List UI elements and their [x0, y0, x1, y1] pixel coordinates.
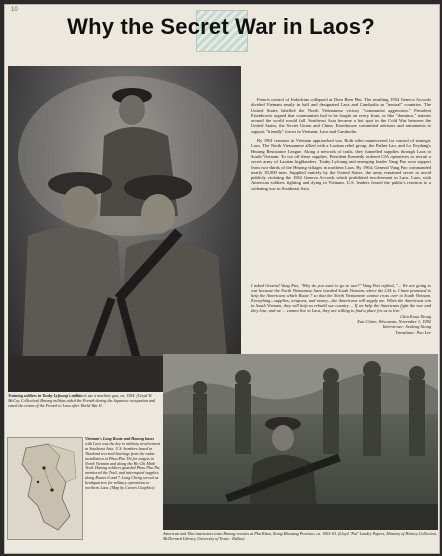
page-title: Why the Secret War in Laos? [67, 14, 375, 39]
body-text [251, 97, 431, 195]
map-caption-rest: with Laos was the key to military involvement in Southeast Asia. U.S. bombers based in Thailand received bearings from the radar installation at Phou Pha Thi for targets in North Vietnam and along the Ho Chi Minh Trail. Hmong soldiers guarded Phou Pha Thi, monitored the Trail, and interrupted supplies along Routes 6 and 7. Long Cheng served as headquarters for military operations in northern Laos. (Map by Carnes Graphics) [85, 440, 161, 491]
attribution-interviewer: Interviewer: Seuleng Xiong [382, 324, 431, 330]
main-caption-lead: Training soldiers in Touby Lyfoung's militia [8, 393, 83, 398]
vang-pao-quote: I asked General Vang Pao, "Why do you want to go to war?" Vang Pao replied, "... We are going to war because the North Vietnamese have invaded South Vietnam, where the CIA is. I have promised to help the Americans which Route 7 so that the North Vietnamese cannot cross over to South Vietnam. Everything—supplies, weapons, and money—the Americans will supply me. When the Americans win in South Vietnam, they will help us rebuild our country ... If we help the Americans fight the war and they lose, and we ... cannot live in Laos, they are willing to find a place for us to live." [251, 283, 431, 314]
main-photo-soldiers-machine-gun [8, 66, 241, 392]
quote-attribution [300, 314, 431, 335]
lower-photo-training [163, 354, 438, 530]
laos-map [7, 437, 83, 540]
map-caption [85, 437, 161, 491]
attribution-place-date: Eau Claire, Wisconsin, November 1, 1992 [357, 319, 431, 325]
attribution-speaker: Chia Koua Xiong [400, 314, 431, 319]
page-number: 10 [11, 7, 18, 13]
body-paragraph-1: French control of Indochina collapsed at Dien Bien Phu. The resulting 1954 Geneva Accords divided Vietnam neatly in half and designated Laos and Cambodia as "neutral" countries. The United States labelled the North Vietnamese victory "communist aggression." President Eisenhower argued that communism had to be fought on every front, or like "dominos," nations around the world would fall. Southeast Asia became a hot spot in the Cold War between the United States, the Soviet Union and China. Eisenhower committed advisors and armaments to support "friendly" forces in Vietnam, Laos and Cambodia. [251, 97, 431, 134]
lower-photo-caption: American and Thai instructors train Hmong recruits at Pha Khao, Xiong Khouang Province, ca. 1961-63. (Lloyd "Pat" Landry Papers, Ministry of History Collection, McDermott Library, University of Texas - Dallas) [163, 531, 437, 541]
body-paragraph-2: By 1961 tensions in Vietnam approached war. Both sides maneuvered for control of strategic Laos. The North Vietnamese allied with a Laotian rebel group, the Pathet Lao, and Lo Feydang's Hmong Resistance League. Along a network of trails, they funnelled supplies through Laos to South Vietnam. To cut off these supplies, President Kennedy ordered CIA operatives to recruit a secret army of Laotian highlanders. Touby Lyfoung and emerging leader Vang Pao won support from two-thirds of the Hmong villages in northern Laos. By 1964, General Vang Pao commanded nearly 30,000 men. Supplied entirely by the United States, the army remained secret to avoid publicly violating the 1962 Geneva Accords which prohibited involvement in Laos. Laos, with American soldiers fighting and dying in Vietnam, U.S. leaders feared the public's reaction to a widening war in Southeast Asia. [251, 138, 431, 191]
map-caption-lead: Vietnam's Long Route and Hmong bases [85, 436, 155, 441]
main-caption-rest: to use a machine gun, ca. 1954. (Lloyd W. McCoy Collection) Hmong militias aided the French during the Japanese occupation and eased the return of the French to Laos after World War II. [8, 393, 156, 408]
attribution-translator: Translator: Pao Lee [395, 329, 431, 335]
main-photo-caption [8, 394, 160, 409]
